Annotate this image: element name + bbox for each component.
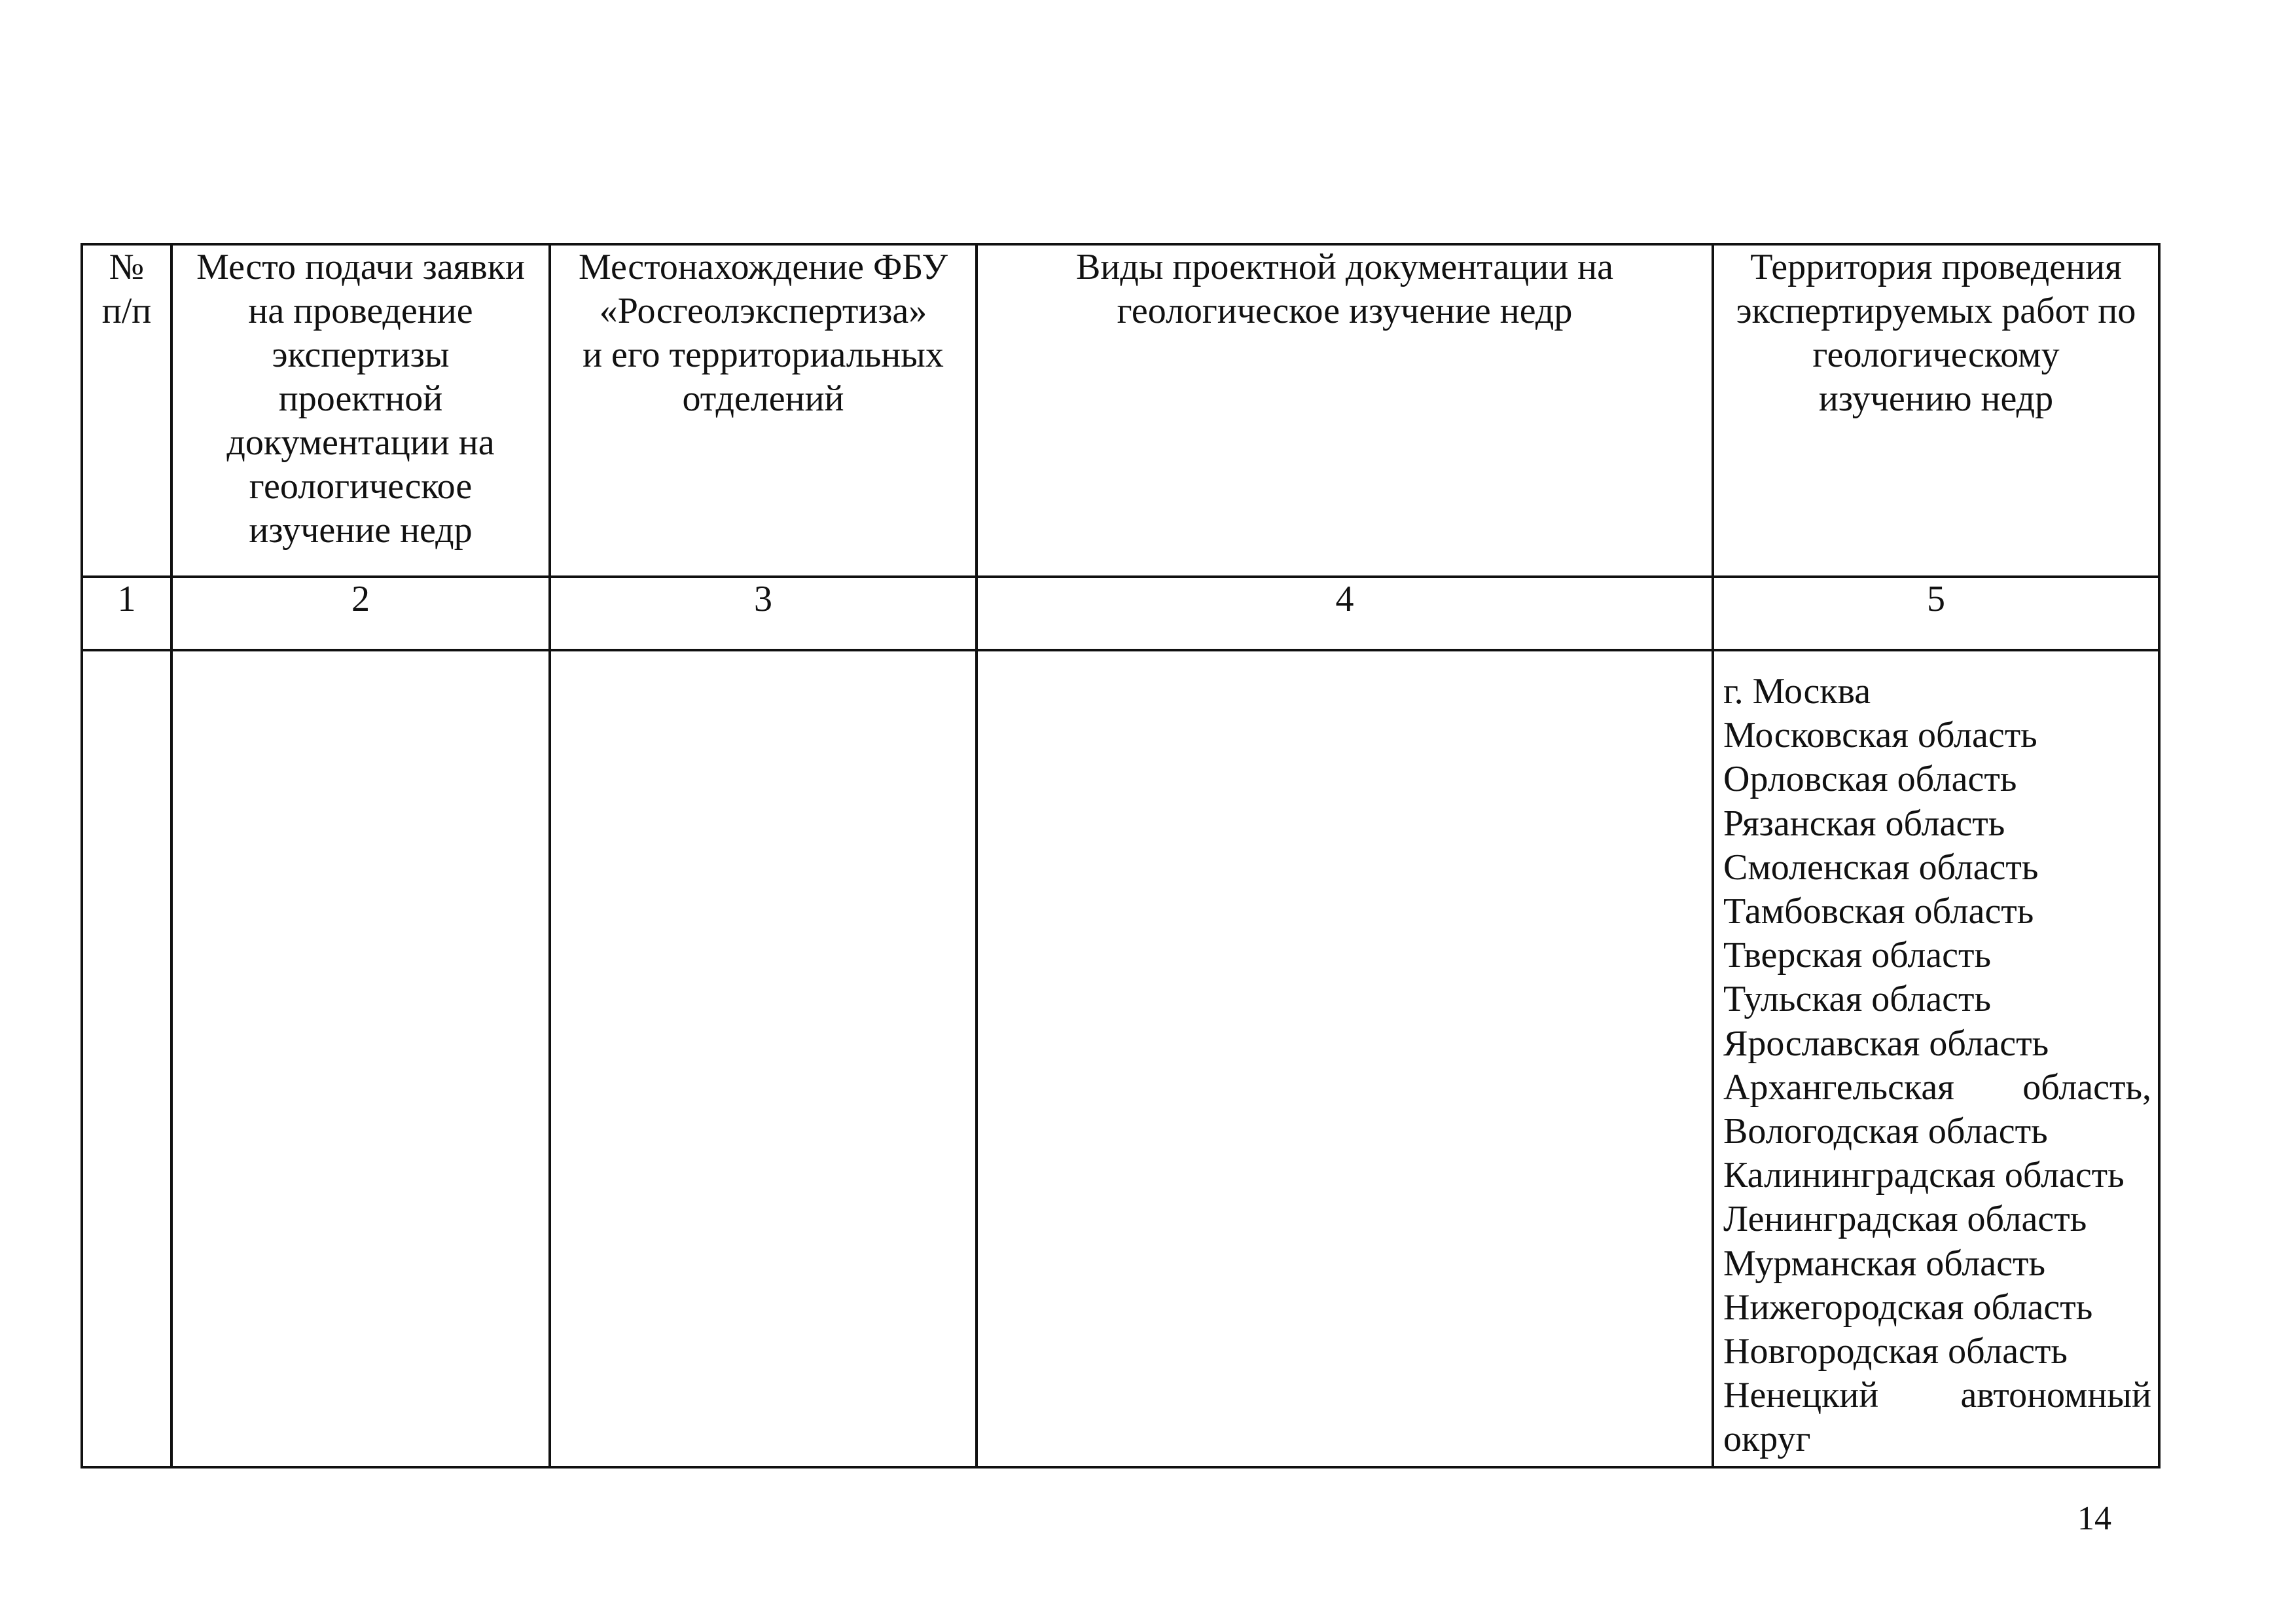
territory-item: Тверская область xyxy=(1723,935,1991,976)
territory-item: Смоленская область xyxy=(1723,847,2039,888)
expertise-table xyxy=(81,243,2161,1468)
territory-item: Тульская область xyxy=(1723,979,1992,1020)
territory-item: Новгородская область xyxy=(1723,1331,2068,1372)
cell-fbu-location xyxy=(550,650,977,1467)
header-fbu-location: Местонахождение ФБУ «Росгеолэкспертиза» и его территориальных отделений xyxy=(550,244,977,577)
territory-item: Архангельская область, xyxy=(1723,1067,2151,1108)
column-number: 2 xyxy=(171,577,550,650)
cell-territory xyxy=(1713,650,2159,1467)
territory-item: Ярославская область xyxy=(1723,1023,2049,1064)
table-header-row xyxy=(82,244,2159,577)
cell-application-place xyxy=(171,650,550,1467)
territory-list xyxy=(1714,651,2158,1462)
territory-item: Рязанская область xyxy=(1723,803,2005,844)
territory-item: Мурманская область xyxy=(1723,1243,2046,1284)
header-documentation-types: Виды проектной документации на геологическое изучение недр xyxy=(977,244,1713,577)
column-number: 1 xyxy=(82,577,171,650)
header-application-place: Место подачи заявки на проведение экспертизы проектной документации на геологическое изучение недр xyxy=(171,244,550,577)
column-number-row xyxy=(82,577,2159,650)
cell-documentation-types xyxy=(977,650,1713,1467)
cell-number xyxy=(82,650,171,1467)
column-number: 4 xyxy=(977,577,1713,650)
header-territory: Территория проведения экспертируемых работ по геологическому изучению недр xyxy=(1713,244,2159,577)
table-row xyxy=(82,650,2159,1467)
header-number: № п/п xyxy=(82,244,171,577)
territory-item: Тамбовская область xyxy=(1723,891,2034,932)
page-number: 14 xyxy=(2077,1500,2111,1537)
territory-item: Ленинградская область xyxy=(1723,1199,2087,1240)
column-number: 5 xyxy=(1713,577,2159,650)
column-number: 3 xyxy=(550,577,977,650)
territory-item: Нижегородская область xyxy=(1723,1286,2093,1328)
territory-item: Московская область xyxy=(1723,715,2037,756)
territory-item: округ xyxy=(1723,1419,1811,1460)
territory-item: Орловская область xyxy=(1723,759,2017,800)
territory-item: Вологодская область xyxy=(1723,1111,2048,1152)
territory-item: г. Москва xyxy=(1723,671,1871,712)
territory-item: Калининградская область xyxy=(1723,1155,2125,1196)
territory-item: Ненецкий автономный xyxy=(1723,1375,2151,1416)
